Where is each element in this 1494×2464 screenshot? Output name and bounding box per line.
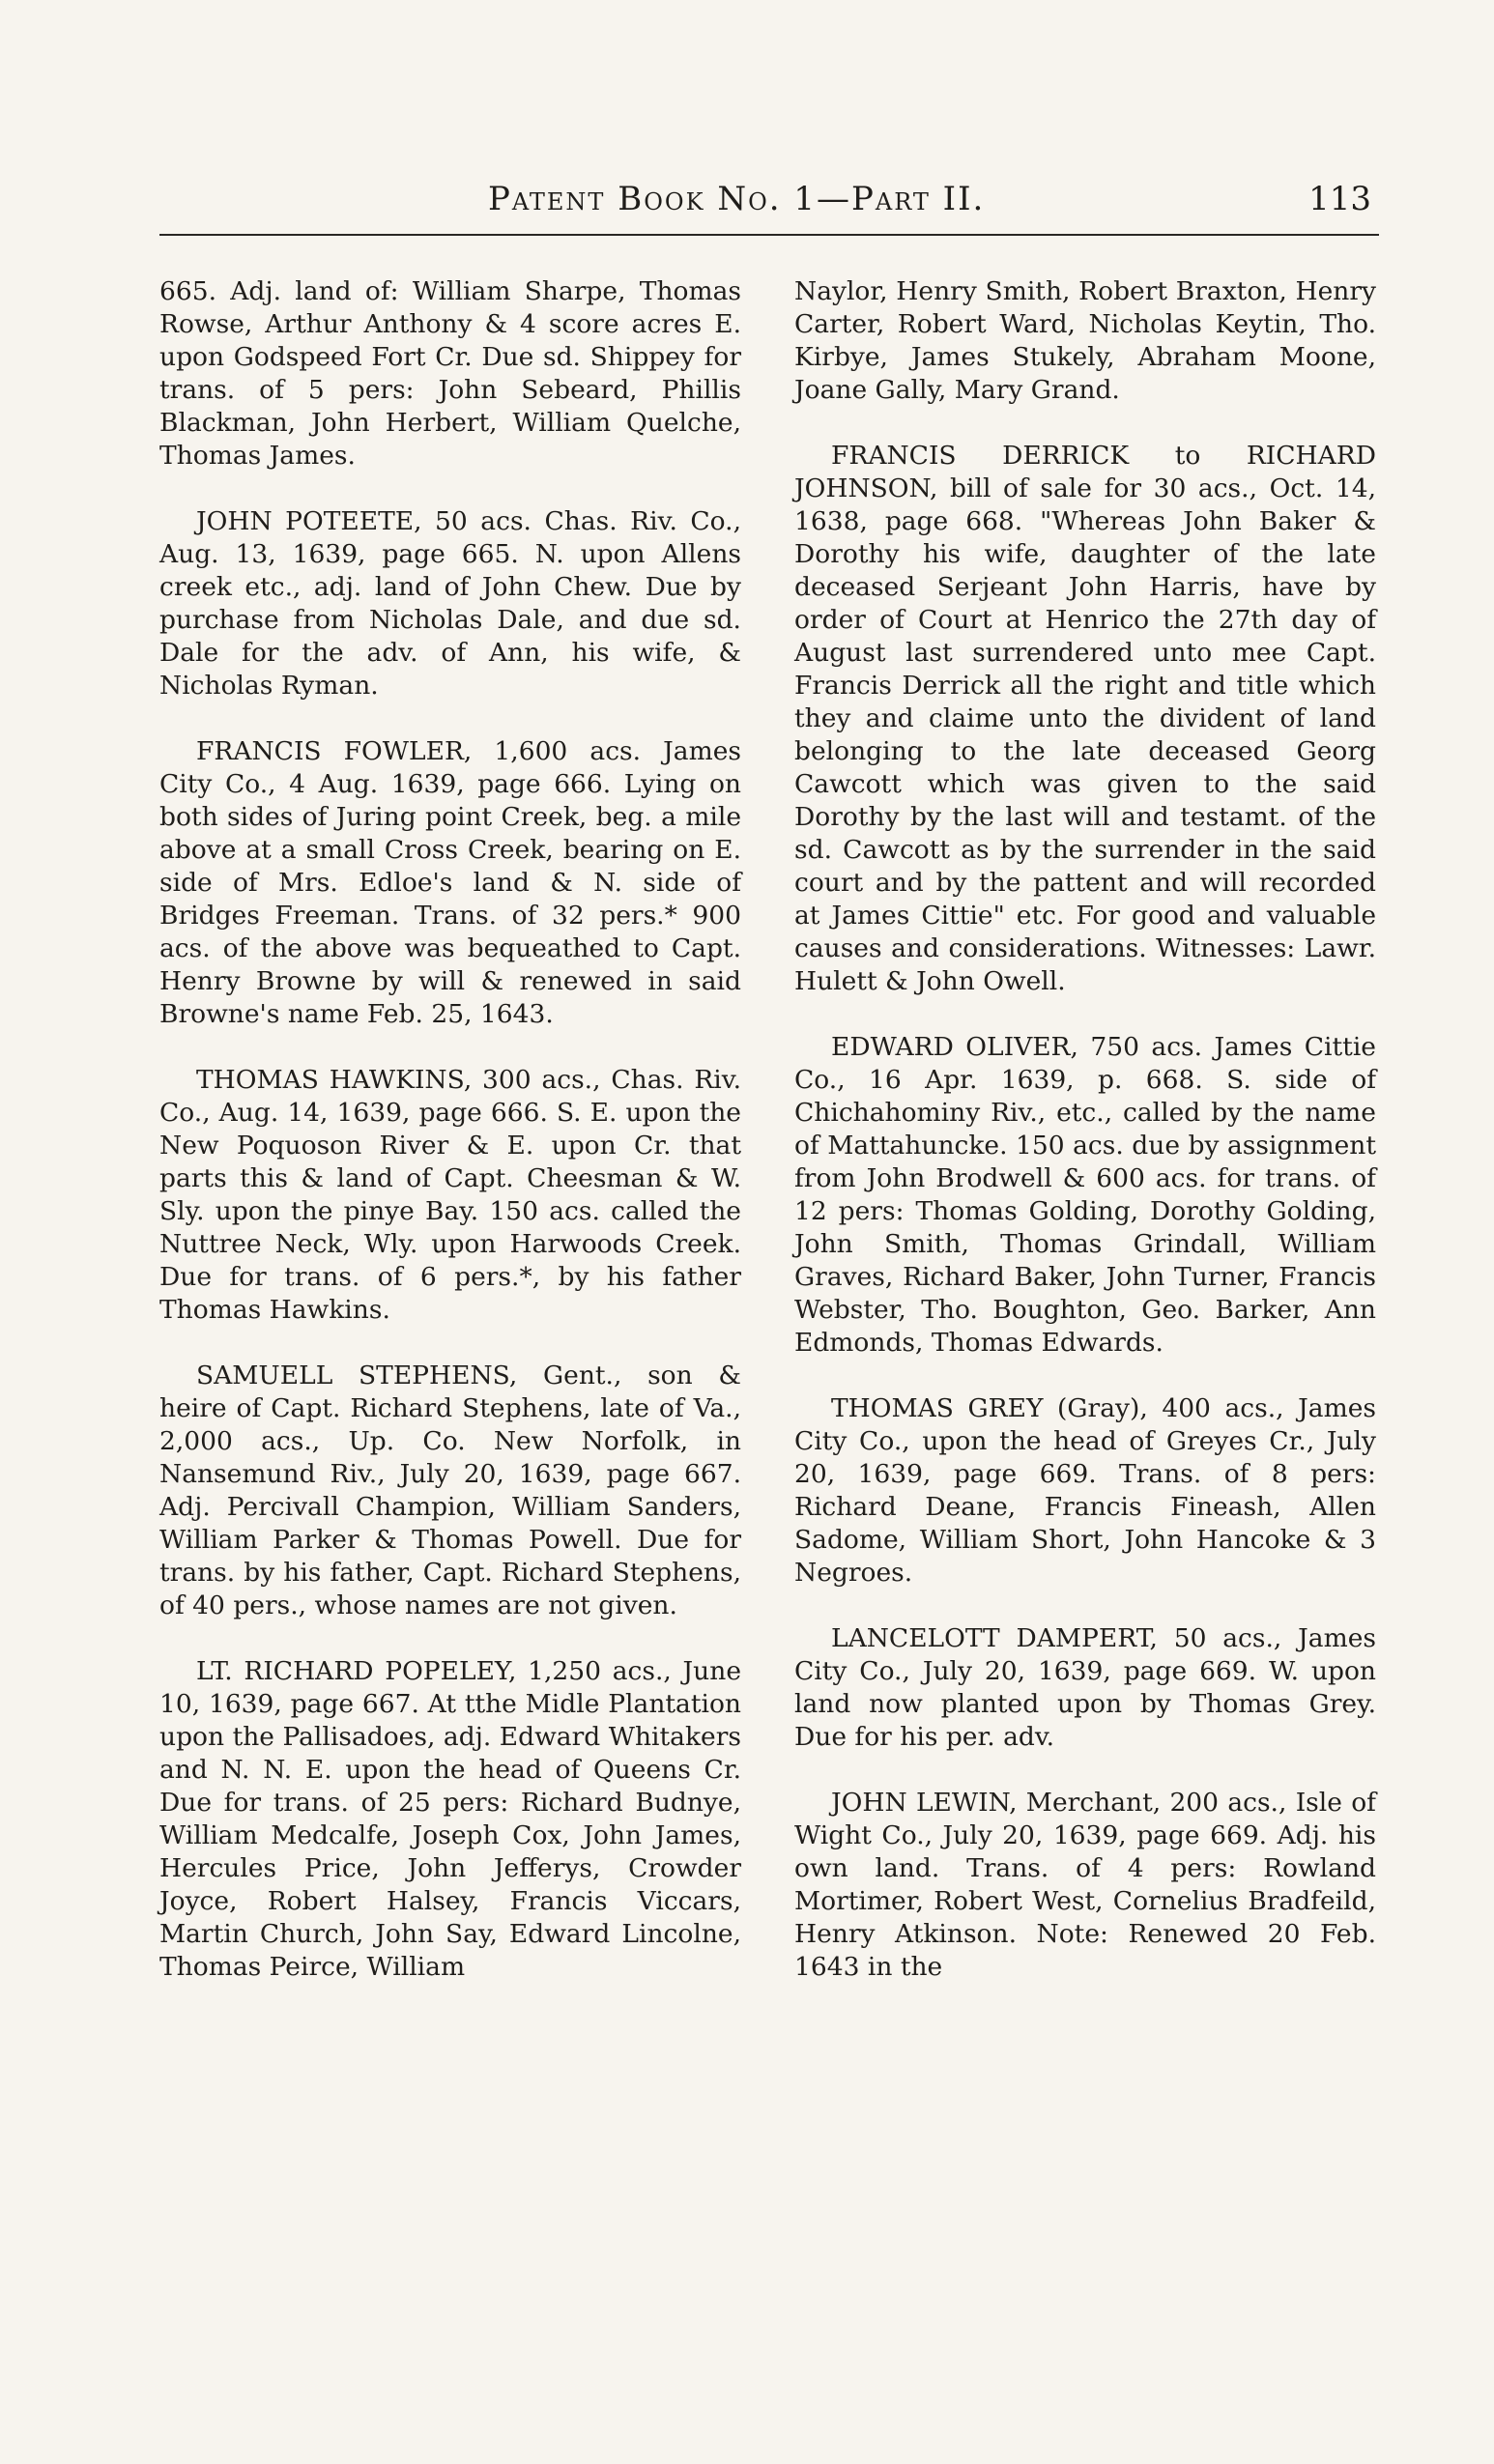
entry-paragraph: THOMAS HAWKINS, 300 acs., Chas. Riv. Co., Aug. 14, 1639, page 666. S. E. upon the New Poquoson River & E. upon Cr. that parts this & land of Capt. Cheesman & W. Sly. upon the pinye Bay. 150 acs. called the Nuttree Neck, Wly. upon Harwoods Creek. Due for trans. of 6 pers.*, by his father Thomas Hawkins. bbox=[159, 1065, 741, 1325]
left-column bbox=[159, 275, 741, 1984]
entry-paragraph: JOHN LEWIN, Merchant, 200 acs., Isle of Wight Co., July 20, 1639, page 669. Adj. his own land. Trans. of 4 pers: Rowland Mortimer, Robert West, Cornelius Bradfeild, Henry Atkinson. Note: Renewed 20 Feb. 1643 in the bbox=[794, 1788, 1376, 1982]
running-title: Patent Book No. 1—Part II. bbox=[488, 180, 986, 218]
entry-paragraph: SAMUELL STEPHENS, Gent., son & heire of Capt. Richard Stephens, late of Va., 2,000 acs., Up. Co. New Norfolk, in Nansemund Riv., July 20, 1639, page 667. Adj. Percivall Champion, William Sanders, William Parker & Thomas Powell. Due for trans. by his father, Capt. Richard Stephens, of 40 pers., whose names are not given. bbox=[159, 1361, 741, 1620]
right-column bbox=[794, 275, 1376, 1984]
entry-paragraph: FRANCIS FOWLER, 1,600 acs. James City Co., 4 Aug. 1639, page 666. Lying on both sides of Juring point Creek, beg. a mile above at a small Cross Creek, bearing on E. side of Mrs. Edloe's land & N. side of Bridges Freeman. Trans. of 32 pers.* 900 acs. of the above was bequeathed to Capt. Henry Browne by will & renewed in said Browne's name Feb. 25, 1643. bbox=[159, 736, 741, 1029]
entry-paragraph: LT. RICHARD POPELEY, 1,250 acs., June 10, 1639, page 667. At tthe Midle Plantation upon the Pallisadoes, adj. Edward Whitakers and N. N. E. upon the head of Queens Cr. Due for trans. of 25 pers: Richard Budnye, William Medcalfe, Joseph Cox, John James, Hercules Price, John Jefferys, Crowder Joyce, Robert Halsey, Francis Viccars, Martin Church, John Say, Edward Lincolne, Thomas Peirce, William bbox=[159, 1656, 741, 1982]
entry-paragraph: 665. Adj. land of: William Sharpe, Thomas Rowse, Arthur Anthony & 4 score acres E. upon Godspeed Fort Cr. Due sd. Shippey for trans. of 5 pers: John Sebeard, Phillis Blackman, John Herbert, William Quelche, Thomas James. bbox=[159, 276, 741, 471]
entry-paragraph: Naylor, Henry Smith, Robert Braxton, Henry Carter, Robert Ward, Nicholas Keytin, Tho. Kirbye, James Stukely, Abraham Moone, Joane Gally, Mary Grand. bbox=[794, 276, 1376, 405]
page-number: 113 bbox=[1308, 180, 1371, 218]
entry-paragraph: EDWARD OLIVER, 750 acs. James Cittie Co., 16 Apr. 1639, p. 668. S. side of Chichahominy Riv., etc., called by the name of Mattahuncke. 150 acs. due by assignment from John Brodwell & 600 acs. for trans. of 12 pers: Thomas Golding, Dorothy Golding, John Smith, Thomas Grindall, William Graves, Richard Baker, John Turner, Francis Webster, Tho. Boughton, Geo. Barker, Ann Edmonds, Thomas Edwards. bbox=[794, 1032, 1376, 1358]
entry-paragraph: JOHN POTEETE, 50 acs. Chas. Riv. Co., Aug. 13, 1639, page 665. N. upon Allens creek etc., adj. land of John Chew. Due by purchase from Nicholas Dale, and due sd. Dale for the adv. of Ann, his wife, & Nicholas Ryman. bbox=[159, 506, 741, 701]
entry-paragraph: LANCELOTT DAMPERT, 50 acs., James City Co., July 20, 1639, page 669. W. upon land now planted upon by Thomas Grey. Due for his per. adv. bbox=[794, 1623, 1376, 1752]
entry-paragraph: FRANCIS DERRICK to RICHARD JOHNSON, bill of sale for 30 acs., Oct. 14, 1638, page 668. "Whereas John Baker & Dorothy his wife, daughter of the late deceased Serjeant John Harris, have by order of Court at Henrico the 27th day of August last surrendered unto mee Capt. Francis Derrick all the right and title which they and claime unto the divident of land belonging to the late deceased Georg Cawcott which was given to the said Dorothy by the last will and testamt. of the sd. Cawcott as by the surrender in the said court and by the pattent and will recorded at James Cittie" etc. For good and valuable causes and considerations. Witnesses: Lawr. Hulett & John Owell. bbox=[794, 441, 1376, 996]
entry-paragraph: THOMAS GREY (Gray), 400 acs., James City Co., upon the head of Greyes Cr., July 20, 1639, page 669. Trans. of 8 pers: Richard Deane, Francis Fineash, Allen Sadome, William Short, John Hancoke & 3 Negroes. bbox=[794, 1393, 1376, 1588]
page-header bbox=[159, 174, 1379, 236]
